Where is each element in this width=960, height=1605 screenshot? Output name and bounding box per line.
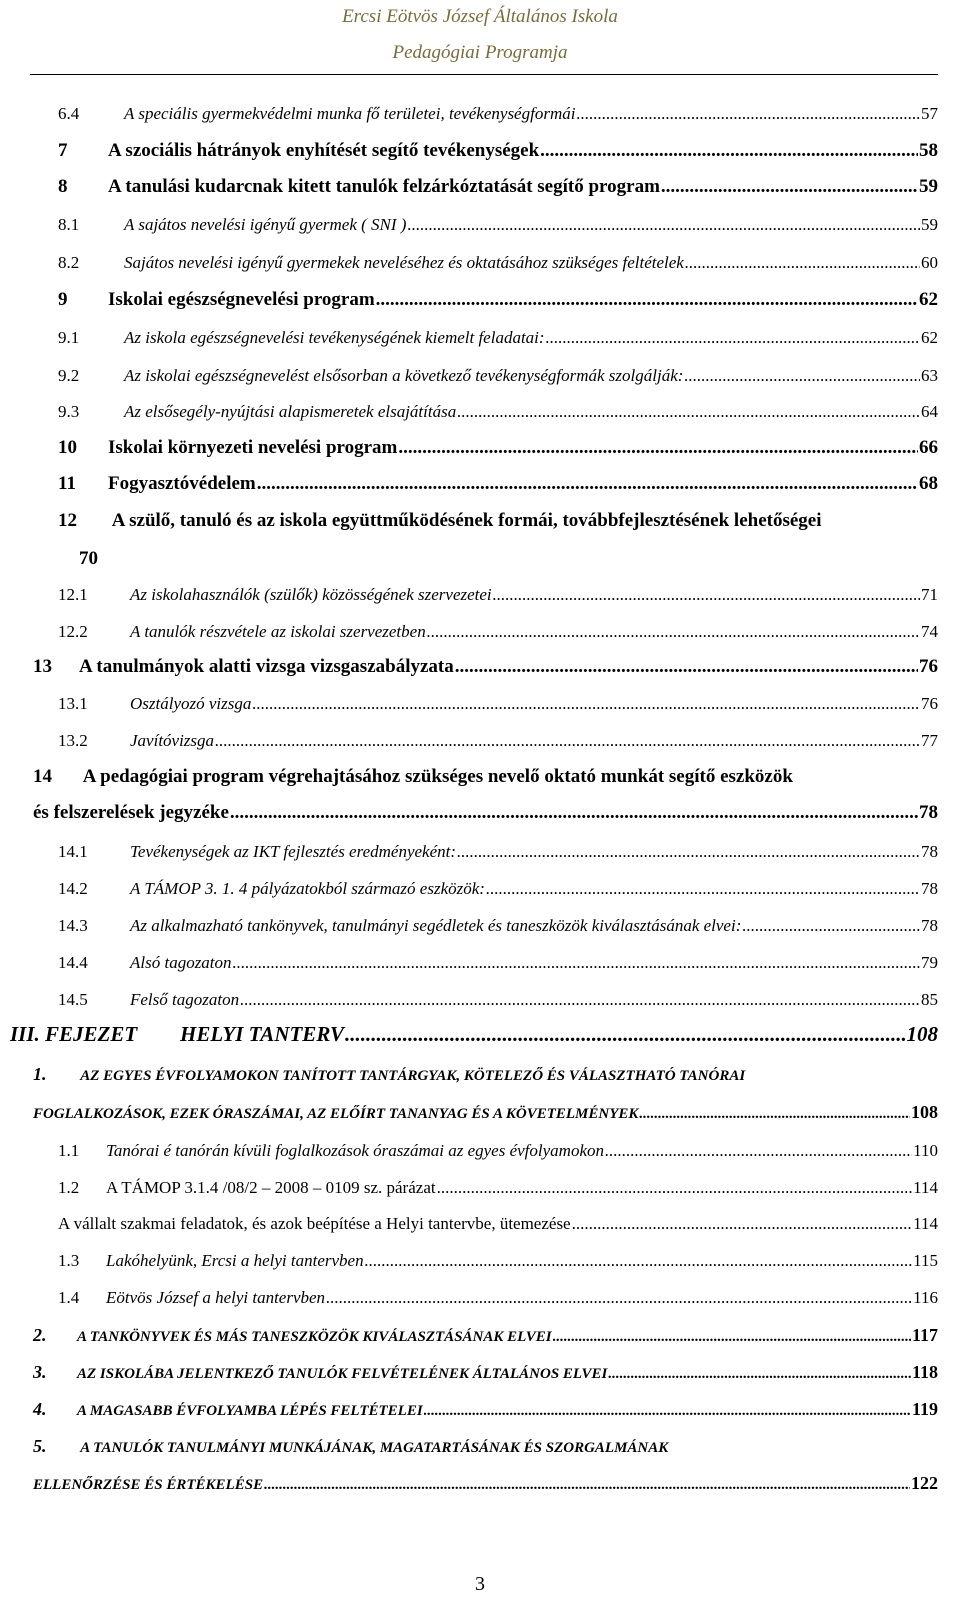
toc-entry[interactable]: 1.3 Lakóhelyünk, Ercsi a helyi tantervben ..... 115 <box>58 1251 938 1271</box>
toc-entry[interactable]: 9.2 Az iskolai egészségnevelést elsősorban a következő tevékenységformák szolgálják: ..... 63 <box>58 366 938 386</box>
toc-entry[interactable]: 10 Iskolai környezeti nevelési program ..... 66 <box>58 437 938 459</box>
toc-page: 57 <box>921 104 938 123</box>
toc-entry-title: A tanulmányok alatti vizsga vizsgaszabályzata <box>79 656 454 677</box>
toc-page: 62 <box>919 289 938 310</box>
toc-entry-title: Tanórai é tanórán kívüli foglalkozások óraszámai az egyes évfolyamokon <box>106 1141 604 1160</box>
toc-entry-title: Alsó tagozaton <box>130 953 232 972</box>
toc-entry-title: Sajátos nevelési igényű gyermekek neveléséhez és oktatásához szükséges feltételek <box>124 253 684 272</box>
toc-leader <box>457 842 920 862</box>
toc-page: 62 <box>921 328 938 347</box>
toc-entry[interactable]: 1.1 Tanórai é tanórán kívüli foglalkozások óraszámai az egyes évfolyamokon ..... 110 <box>58 1141 938 1161</box>
toc-page: 58 <box>919 140 938 161</box>
toc-entry-title: és felszerelések jegyzéke <box>33 802 229 823</box>
toc-entry[interactable]: 14 A pedagógiai program végrehajtásához szükséges nevelő oktató munkát segítő eszközök <box>33 766 793 787</box>
toc-leader <box>661 176 918 198</box>
toc-entry[interactable]: 9.3 Az elsősegély-nyújtási alapismeretek elsajátítása ..... 64 <box>58 402 938 422</box>
toc-leader <box>398 437 918 459</box>
toc-page: 79 <box>921 953 938 972</box>
toc-leader <box>257 473 918 495</box>
toc-entry-title: AZ ISKOLÁBA JELENTKEZŐ TANULÓK FELVÉTELÉNEK ÁLTALÁNOS ELVEI <box>77 1366 608 1382</box>
toc-entry-title: FOGLALKOZÁSOK, EZEK ÓRASZÁMAI, AZ ELŐÍRT TANANYAG ÉS A KÖVETELMÉNYEK <box>33 1106 639 1122</box>
toc-leader <box>685 253 920 273</box>
toc-leader <box>437 1178 913 1198</box>
toc-entry-title: Az elsősegély-nyújtási alapismeretek elsajátítása <box>124 402 457 421</box>
toc-leader <box>365 1251 913 1271</box>
toc-entry[interactable]: 3. AZ ISKOLÁBA JELENTKEZŐ TANULÓK FELVÉTELÉNEK ÁLTALÁNOS ELVEI ..... 118 <box>33 1362 938 1383</box>
toc-entry[interactable]: 8 A tanulási kudarcnak kitett tanulók felzárkóztatását segítő program ..... 59 <box>58 176 938 198</box>
toc-page: 85 <box>921 990 938 1009</box>
toc-entry[interactable]: 14.3 Az alkalmazható tankönyvek, tanulmányi segédletek és taneszközök kiválasztásának elvei: ..... 78 <box>58 916 938 936</box>
toc-page: 64 <box>921 402 938 421</box>
toc-leader <box>608 1366 911 1383</box>
toc-leader <box>576 104 920 124</box>
toc-page: 122 <box>911 1473 938 1493</box>
toc-page: 63 <box>921 366 938 385</box>
toc-entry[interactable]: 13.1 Osztályozó vizsga ..... 76 <box>58 694 938 714</box>
toc-entry[interactable]: 1. AZ EGYES ÉVFOLYAMOKON TANÍTOTT TANTÁRGYAK, KÖTELEZŐ ÉS VÁLASZTHATÓ TANÓRAI <box>33 1064 746 1084</box>
toc-page: 59 <box>921 215 938 234</box>
toc-entry-continuation[interactable] <box>33 1473 938 1494</box>
toc-entry[interactable]: 12 A szülő, tanuló és az iskola együttműködésének formái, továbbfejlesztésének lehetőségei <box>58 510 822 531</box>
toc-entry-title: A TANKÖNYVEK ÉS MÁS TANESZKÖZÖK KIVÁLASZTÁSÁNAK ELVEI <box>77 1329 552 1345</box>
toc-entry-title: Az iskolahasználók (szülők) közösségének szervezetei <box>130 585 492 604</box>
toc-entry[interactable]: 14.5 Felső tagozaton ..... 85 <box>58 990 938 1010</box>
toc-leader <box>264 1477 910 1494</box>
toc-leader <box>553 1329 911 1346</box>
toc-leader <box>326 1288 912 1308</box>
toc-entry-title: ELLENŐRZÉSE ÉS ÉRTÉKELÉSE <box>33 1477 264 1493</box>
toc-leader <box>486 879 920 899</box>
toc-entry-title: Lakóhelyünk, Ercsi a helyi tantervben <box>106 1251 364 1270</box>
toc-entry-title: Az alkalmazható tankönyvek, tanulmányi segédletek és taneszközök kiválasztásának elvei: <box>130 916 742 935</box>
toc-entry-title: Javítóvizsga <box>130 731 215 750</box>
toc-entry[interactable]: 14.2 A TÁMOP 3. 1. 4 pályázatokból származó eszközök: ..... 78 <box>58 879 938 899</box>
toc-page: 108 <box>911 1102 938 1122</box>
toc-leader <box>546 328 920 348</box>
toc-entry-title: A szülő, tanuló és az iskola együttműködésének formái, továbbfejlesztésének lehetőségei <box>111 510 822 531</box>
toc-leader <box>407 215 920 235</box>
toc-entry-title: A pedagógiai program végrehajtásához szükséges nevelő oktató munkát segítő eszközök <box>82 766 793 787</box>
toc-entry[interactable]: 1.2 A TÁMOP 3.1.4 /08/2 – 2008 – 0109 sz. párázat ..... 114 <box>58 1178 938 1198</box>
toc-page: 78 <box>921 879 938 898</box>
toc-entry-title: Az iskolai egészségnevelést elsősorban a következő tevékenységformák szolgálják: <box>124 366 684 385</box>
toc-leader <box>345 1022 906 1047</box>
toc-leader <box>376 289 918 311</box>
toc-entry[interactable]: 7 A szociális hátrányok enyhítését segítő tevékenységek ..... 58 <box>58 140 938 162</box>
toc-entry-title: A TÁMOP 3.1.4 /08/2 – 2008 – 0109 sz. párázat <box>106 1178 436 1197</box>
toc-leader <box>230 802 918 824</box>
toc-page: 66 <box>919 437 938 458</box>
toc-entry-title: Fogyasztóvédelem <box>108 473 256 494</box>
toc-entry[interactable]: 13 A tanulmányok alatti vizsga vizsgaszabályzata ..... 76 <box>33 656 938 678</box>
toc-entry-title: Az iskola egészségnevelési tevékenységének kiemelt feladatai: <box>124 328 545 347</box>
toc-page: 78 <box>921 916 938 935</box>
toc-entry[interactable]: 4. A MAGASABB ÉVFOLYAMBA LÉPÉS FELTÉTELEI ..... 119 <box>33 1399 938 1420</box>
toc-entry[interactable]: 9.1 Az iskola egészségnevelési tevékenységének kiemelt feladatai: ..... 62 <box>58 328 938 348</box>
toc-entry-title: Felső tagozaton <box>130 990 240 1009</box>
toc-page: 78 <box>921 842 938 861</box>
toc-entry[interactable]: 14.4 Alsó tagozaton ..... 79 <box>58 953 938 973</box>
toc-entry[interactable]: 5. A TANULÓK TANULMÁNYI MUNKÁJÁNAK, MAGATARTÁSÁNAK ÉS SZORGALMÁNAK <box>33 1436 669 1456</box>
toc-leader <box>455 656 918 678</box>
toc-leader <box>424 1403 911 1420</box>
toc-entry-title: AZ EGYES ÉVFOLYAMOKON TANÍTOTT TANTÁRGYAK, KÖTELEZŐ ÉS VÁLASZTHATÓ TANÓRAI <box>80 1068 746 1084</box>
toc-entry-title: Iskolai egészségnevelési program <box>108 289 375 310</box>
toc-entry[interactable]: 11 Fogyasztóvédelem ..... 68 <box>58 473 938 495</box>
toc-leader <box>742 916 920 936</box>
toc-entry-title: A MAGASABB ÉVFOLYAMBA LÉPÉS FELTÉTELEI <box>77 1403 423 1419</box>
toc-entry[interactable]: 6.4 A speciális gyermekvédelmi munka fő területei, tevékenységformái ..... 57 <box>58 104 938 124</box>
toc-entry-title: A speciális gyermekvédelmi munka fő területei, tevékenységformái <box>124 104 576 123</box>
toc-page: 110 <box>913 1141 938 1160</box>
toc-entry-title: Tevékenységek az IKT fejlesztés eredményeként: <box>130 842 457 861</box>
header-rule <box>30 74 938 75</box>
toc-entry-title: Eötvös József a helyi tantervben <box>106 1288 326 1307</box>
toc-leader <box>540 140 918 162</box>
toc-leader <box>639 1106 910 1123</box>
toc-leader <box>605 1141 912 1161</box>
toc-page: 76 <box>921 694 938 713</box>
toc-page: 119 <box>911 1399 938 1419</box>
toc-page: 116 <box>913 1288 938 1307</box>
toc-page: 60 <box>921 253 938 272</box>
toc-page: 114 <box>913 1178 938 1197</box>
toc-entry[interactable]: 2. A TANKÖNYVEK ÉS MÁS TANESZKÖZÖK KIVÁLASZTÁSÁNAK ELVEI ..... 117 <box>33 1325 938 1346</box>
toc-leader <box>457 402 920 422</box>
toc-leader <box>493 585 920 605</box>
toc-page: 114 <box>913 1214 938 1233</box>
school-name: Ercsi Eötvös József Általános Iskola <box>342 6 618 27</box>
toc-page: 74 <box>921 622 938 641</box>
toc-page: 117 <box>911 1325 938 1345</box>
toc-entry[interactable]: 8.2 Sajátos nevelési igényű gyermekek neveléséhez és oktatásához szükséges feltételek ..... 60 <box>58 253 938 273</box>
toc-chapter[interactable]: III. FEJEZET HELYI TANTERV ..... 108 <box>10 1022 938 1047</box>
toc-entry-title: A sajátos nevelési igényű gyermek ( SNI ) <box>124 215 407 234</box>
toc-entry-title: A TÁMOP 3. 1. 4 pályázatokból származó eszközök: <box>130 879 485 898</box>
toc-entry-title: HELYI TANTERV <box>180 1022 344 1046</box>
toc-page: 115 <box>913 1251 938 1270</box>
toc-entry-title: A tanulók részvétele az iskolai szervezetben <box>130 622 426 641</box>
toc-entry-title: A szociális hátrányok enyhítését segítő tevékenységek <box>108 140 540 161</box>
toc-page: 71 <box>921 585 938 604</box>
toc-entry[interactable]: 1.4 Eötvös József a helyi tantervben ..... 116 <box>58 1288 938 1308</box>
toc-entry-title: Iskolai környezeti nevelési program <box>108 437 398 458</box>
toc-leader <box>572 1214 913 1234</box>
toc-leader <box>240 990 920 1010</box>
toc-page: 77 <box>921 731 938 750</box>
toc-entry-title: A TANULÓK TANULMÁNYI MUNKÁJÁNAK, MAGATARTÁSÁNAK ÉS SZORGALMÁNAK <box>80 1440 669 1456</box>
toc-entry[interactable]: 13.2 Javítóvizsga ..... 77 <box>58 731 938 751</box>
document-title: Pedagógiai Programja <box>392 42 568 63</box>
toc-entry[interactable]: 8.1 A sajátos nevelési igényű gyermek ( SNI ) ..... 59 <box>58 215 938 235</box>
toc-page: 118 <box>911 1362 938 1382</box>
toc-leader <box>684 366 920 386</box>
toc-entry-title: Osztályozó vizsga <box>130 694 252 713</box>
toc-entry[interactable]: 12.2 A tanulók részvétele az iskolai szervezetben ..... 74 <box>58 622 938 642</box>
toc-leader <box>233 953 920 973</box>
toc-entry-continuation[interactable] <box>33 1102 938 1123</box>
toc-leader <box>215 731 920 751</box>
toc-entry[interactable]: 9 Iskolai egészségnevelési program ..... 62 <box>58 289 938 311</box>
toc-entry-title: A vállalt szakmai feladatok, és azok beépítése a Helyi tantervbe, ütemezése <box>58 1214 571 1233</box>
toc-entry-title: A tanulási kudarcnak kitett tanulók felzárkóztatását segítő program <box>108 176 660 197</box>
toc-page: 78 <box>919 802 938 823</box>
toc-entry-continuation[interactable] <box>33 802 938 824</box>
toc-page: 68 <box>919 473 938 494</box>
toc-leader <box>252 694 920 714</box>
toc-entry[interactable]: 14.1 Tevékenységek az IKT fejlesztés eredményeként: ..... 78 <box>58 842 938 862</box>
toc-page: 76 <box>919 656 938 677</box>
page-number: 3 <box>475 1573 485 1595</box>
toc-page: 59 <box>919 176 938 197</box>
toc-entry[interactable] <box>58 1214 938 1234</box>
toc-page: 108 <box>906 1022 938 1046</box>
toc-page: 70 <box>79 548 98 569</box>
toc-leader <box>427 622 920 642</box>
toc-entry[interactable]: 12.1 Az iskolahasználók (szülők) közösségének szervezetei ..... 71 <box>58 585 938 605</box>
